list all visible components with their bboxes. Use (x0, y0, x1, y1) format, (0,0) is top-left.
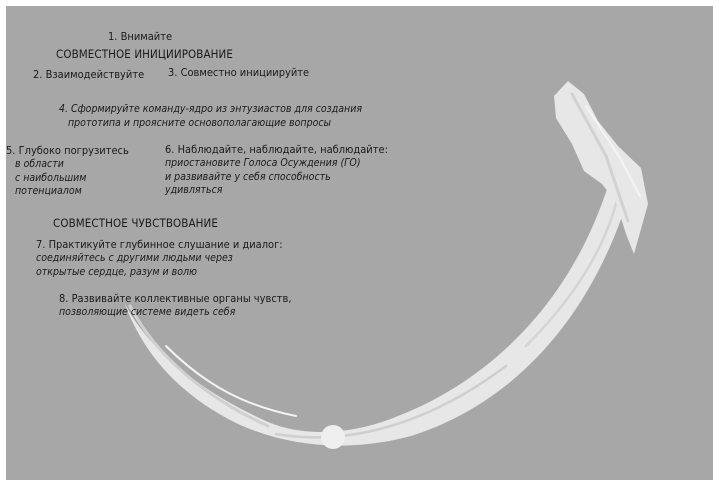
step-5-detail: в области с наибольшим потенциалом (15, 158, 87, 197)
step-6-title: 6. Наблюдайте, наблюдайте, наблюдайте: (165, 143, 388, 156)
diagram-panel (6, 6, 713, 480)
step-8-detail: позволяющие системе видеть себя (59, 306, 236, 318)
step-2-label: 2. Взаимодействуйте (33, 68, 145, 81)
step-1-label: 1. Внимайте (108, 30, 173, 43)
step-7-title: 7. Практикуйте глубинное слушание и диалог: (36, 238, 283, 251)
step-5-title: 5. Глубоко погрузитесь (6, 144, 129, 157)
step-8-title: 8. Развивайте коллективные органы чувств, (59, 292, 292, 305)
arrow-streak (130, 306, 268, 426)
step-6-detail: приостановите Голоса Осуждения (ГО) и развивайте у себя способность удивляться (165, 157, 361, 196)
step-3-label: 3. Совместно инициируйте (168, 66, 310, 79)
section-coinitiation-heading: СОВМЕСТНОЕ ИНИЦИИРОВАНИЕ (56, 47, 233, 61)
step-4-line2: прототипа и проясните основополагающие вопросы (68, 117, 331, 129)
step-7-detail: соединяйтесь с другими людьми через открытые сердце, разум и волю (36, 252, 233, 278)
step-4-line1: 4. Сформируйте команду-ядро из энтузиастов для создания (59, 103, 363, 115)
start-dot-icon (321, 425, 345, 449)
section-cosensing-heading: СОВМЕСТНОЕ ЧУВСТВОВАНИЕ (53, 216, 219, 230)
